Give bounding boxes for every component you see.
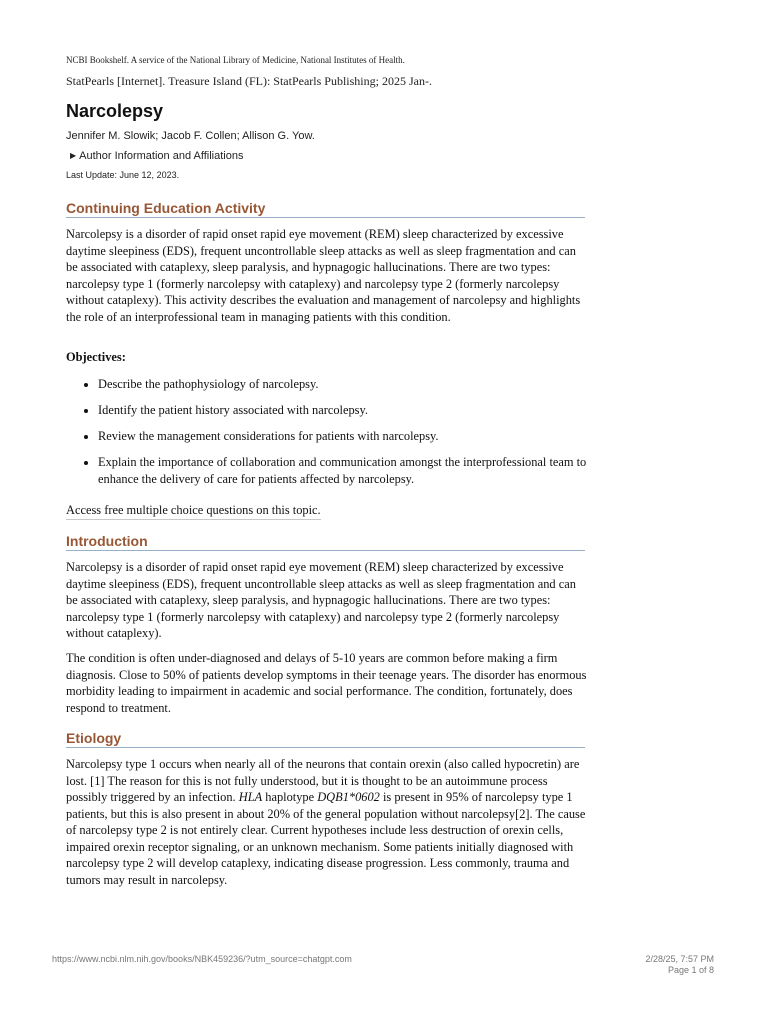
footer-datetime: 2/28/25, 7:57 PM (645, 954, 714, 964)
objectives-list (66, 376, 588, 497)
dqb1-term: DQB1*0602 (317, 790, 380, 804)
footer-meta (645, 954, 714, 976)
objective-item: • Describe the pathophysiology of narcolepsy. (98, 376, 588, 393)
affiliations-label: Author Information and Affiliations (79, 150, 244, 162)
etiology-paragraph (66, 756, 588, 888)
section-heading-ce: Continuing Education Activity (66, 200, 585, 218)
ncbi-bookshelf-note: NCBI Bookshelf. A service of the National Library of Medicine, National Institutes of Health. (66, 55, 405, 65)
objectives-label: Objectives: (66, 350, 126, 364)
etiology-text: Narcolepsy type 1 occurs when nearly all of the neurons that contain orexin (also called hypocretin) are lost. [1] The reason for this is not fully understood, but it is thought to be an autoimmune process possibly triggered by an infection. (66, 757, 580, 804)
etiology-text: is present in 95% of narcolepsy type 1 patients, but this is also present in about 20% of the general population without narcolepsy[2]. The cause of narcolepsy type 2 is not entirely clear. Current hypotheses include less destruction of orexin cells, impaired orexin receptor signaling, or an unknown mechanism. Some patients initially diagnosed with narcolepsy type 2 will develop cataplexy, indicating disease progression. Less commonly, trauma and tumors may result in narcolepsy. (66, 790, 586, 887)
page-title: Narcolepsy (66, 101, 164, 121)
authors: Jennifer M. Slowik; Jacob F. Collen; Allison G. Yow. (66, 130, 315, 142)
objective-item: • Identify the patient history associated with narcolepsy. (98, 402, 588, 419)
objective-item: • Explain the importance of collaboration and communication amongst the interprofessional team to enhance the delivery of care for patients affected by narcolepsy. (98, 454, 588, 487)
ce-paragraph: Narcolepsy is a disorder of rapid onset rapid eye movement (REM) sleep characterized by excessive daytime sleepiness (EDS), frequent uncontrollable sleep attacks as well as sleep fragmentation and can be associated with cataplexy, sleep paralysis, and hypnagogic hallucinations. There are two types: narcolepsy type 1 (formerly narcolepsy with cataplexy) and narcolepsy type 2 (formerly narcolepsy without cataplexy). This activity describes the evaluation and management of narcolepsy and highlights the role of an interprofessional team in managing patients with this condition. (66, 227, 581, 324)
caret-right-icon: ▶ (70, 151, 77, 160)
section-heading-etiology: Etiology (66, 730, 585, 748)
objective-item: • Review the management considerations for patients with narcolepsy. (98, 428, 588, 445)
affiliations-toggle[interactable] (70, 150, 243, 162)
section-heading-introduction: Introduction (66, 533, 585, 551)
hla-term: HLA (238, 790, 263, 804)
etiology-text: haplotype (262, 790, 318, 804)
citation: StatPearls [Internet]. Treasure Island (FL): StatPearls Publishing; 2025 Jan-. (66, 74, 432, 88)
intro-paragraph-1: Narcolepsy is a disorder of rapid onset rapid eye movement (REM) sleep characterized by excessive daytime sleepiness (EDS), frequent uncontrollable sleep attacks as well as sleep fragmentation and can be associated with cataplexy, sleep paralysis, and hypnagogic hallucinations. There are two types: narcolepsy type 1 (formerly narcolepsy with cataplexy) and narcolepsy type 2 (formerly narcolepsy without cataplexy). (66, 560, 576, 640)
footer-url: https://www.ncbi.nlm.nih.gov/books/NBK459236/?utm_source=chatgpt.com (52, 954, 352, 964)
mcq-access-link[interactable]: Access free multiple choice questions on this topic. (66, 502, 321, 520)
last-update: Last Update: June 12, 2023. (66, 170, 180, 180)
footer-page-number: Page 1 of 8 (667, 965, 714, 975)
intro-paragraph-2: The condition is often under-diagnosed and delays of 5-10 years are common before making a firm diagnosis. Close to 50% of patients develop symptoms in their teenage years. The disorder has enormous morbidity leading to impairment in academic and social performance. The condition, fortunately, does respond to treatment. (66, 651, 587, 715)
